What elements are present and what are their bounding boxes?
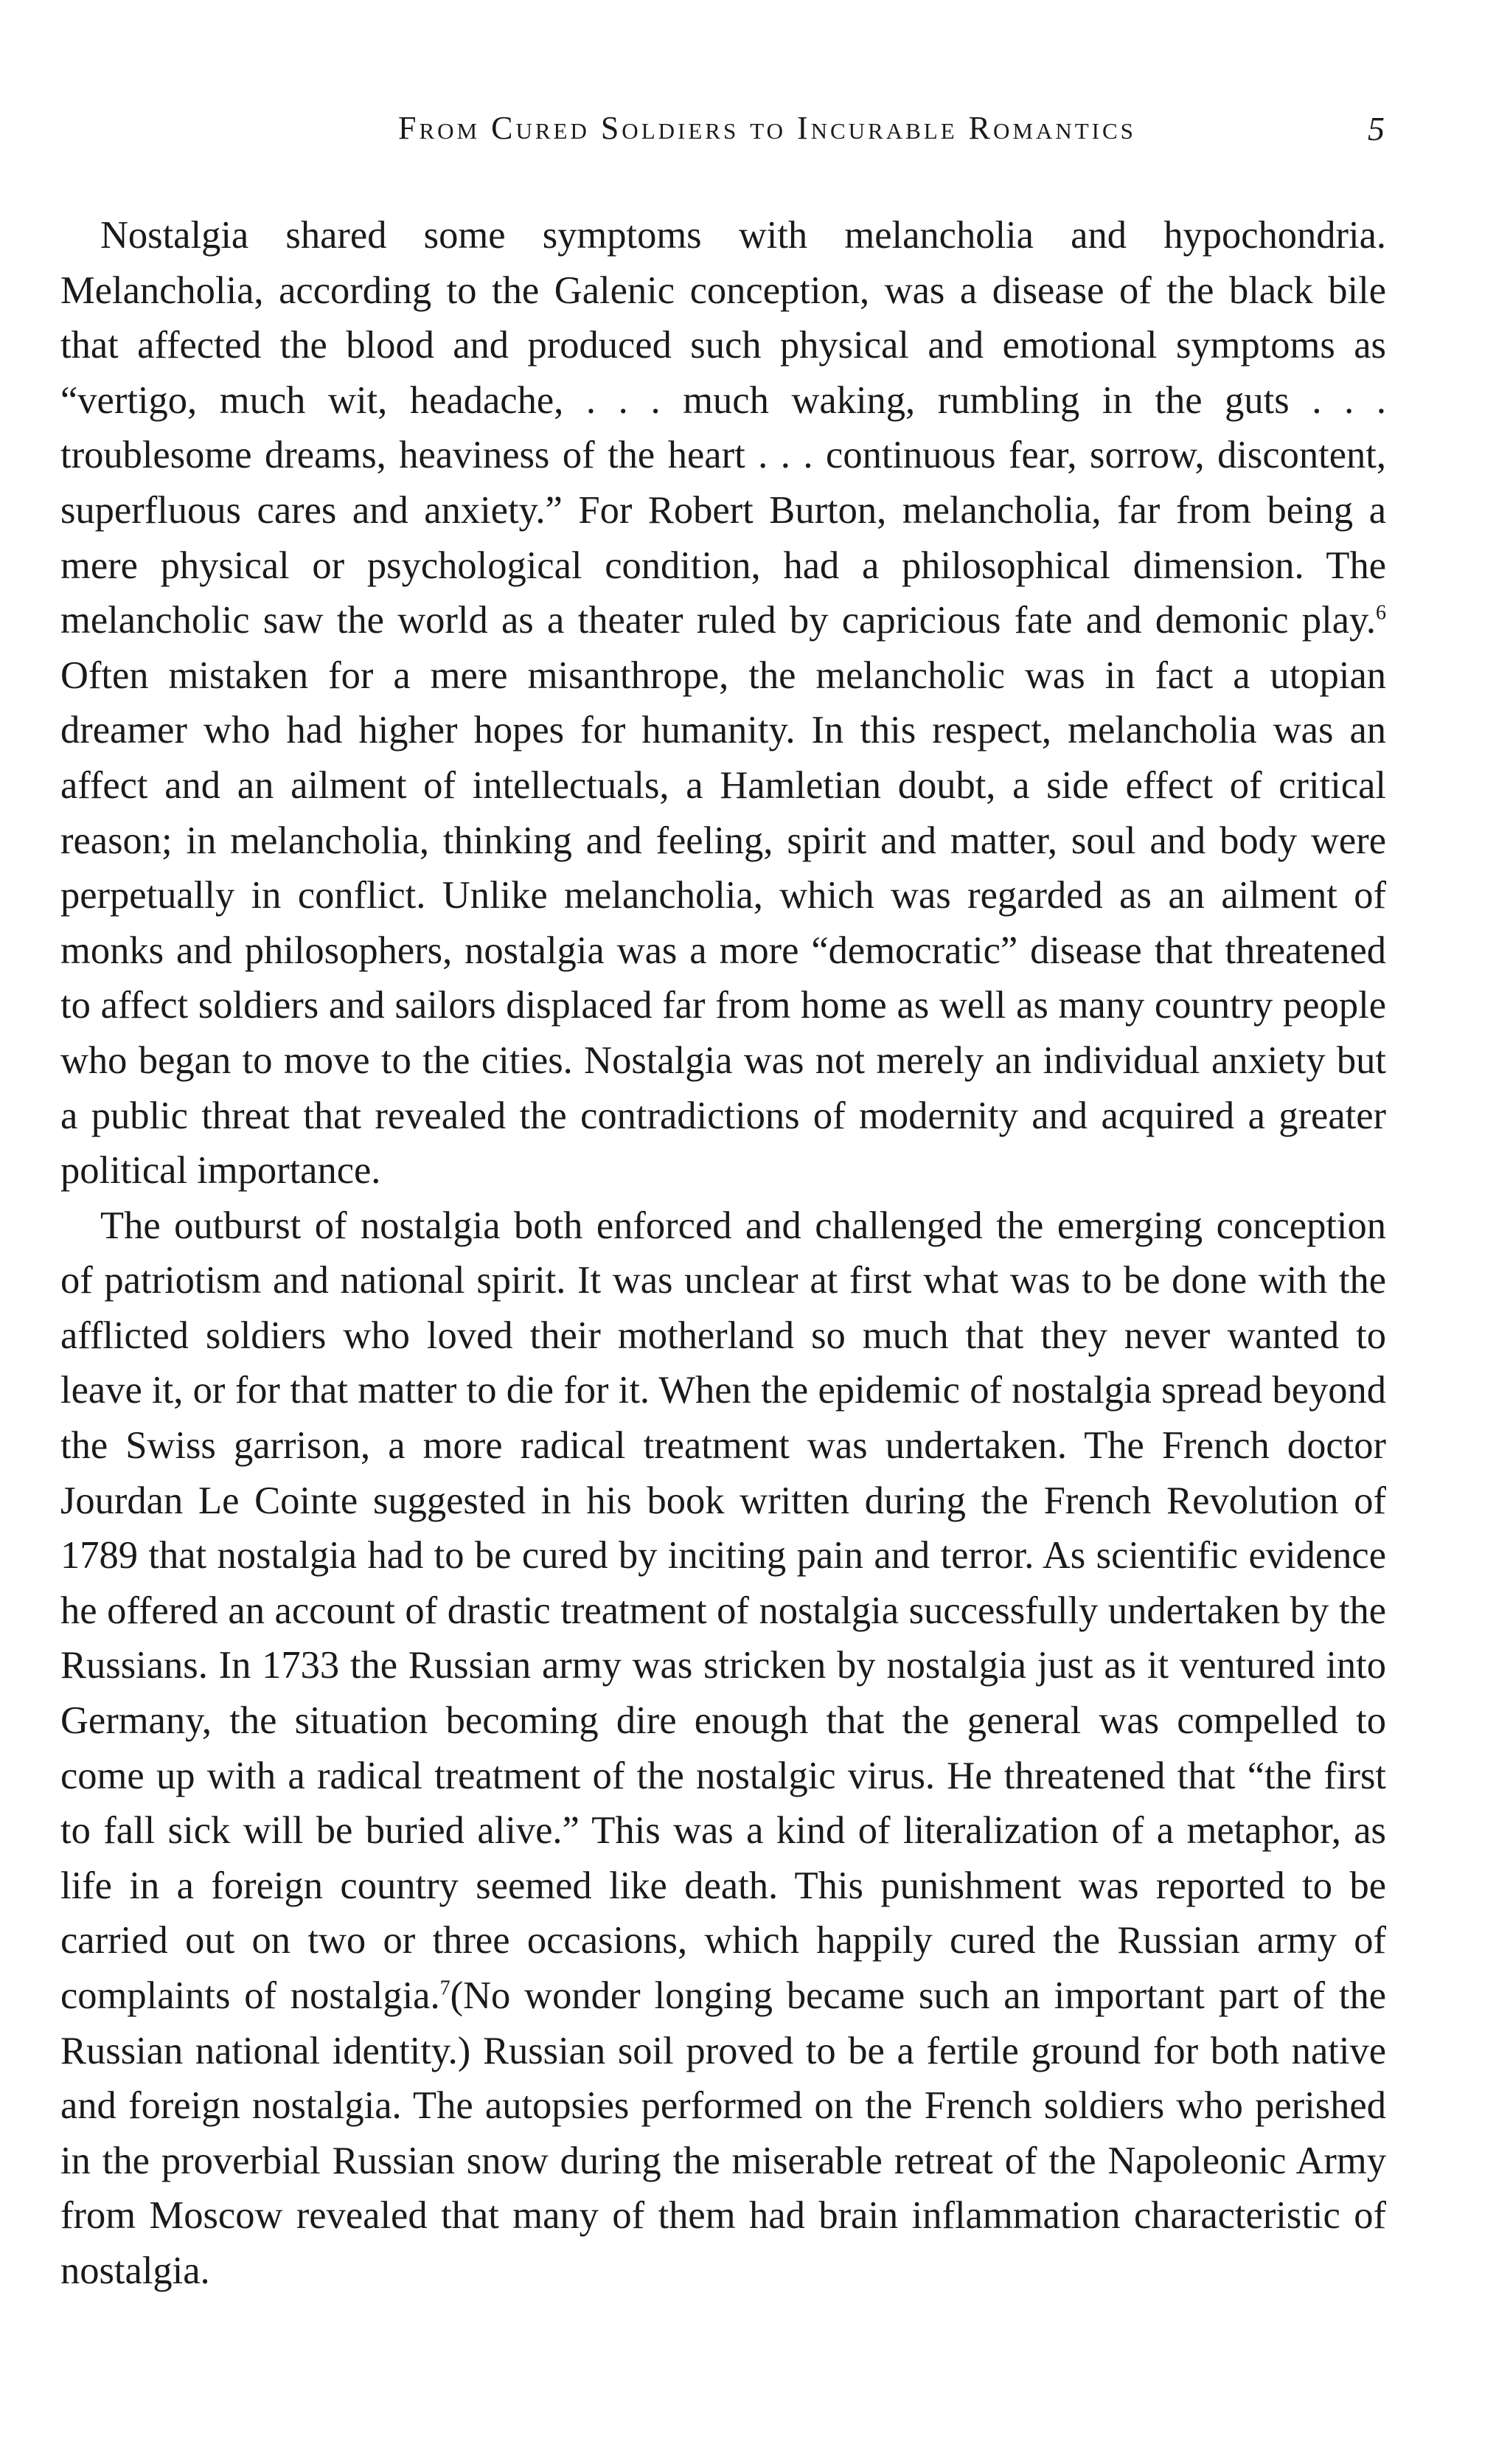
page-number: 5: [1368, 110, 1385, 148]
running-head: [398, 109, 1401, 161]
paragraph-1-text-a: Nostalgia shared some symptoms with melancholia and hypochondria. Melancholia, according to the Galenic conception, was a disease of the black bile that affected the blood and produced such physical and emotional symptoms as “vertigo, much wit, headache, . . . much waking, rumbling in the guts . . . troublesome dreams, heaviness of the heart . . . continuous fear, sorrow, discontent, superfluous cares and anxiety.” For Robert Burton, melancholia, far from being a mere physical or psychological condition, had a philosophical dimension. The melancholic saw the world as a theater ruled by capricious fate and demonic play.: [60, 214, 1386, 642]
paragraph-2-text-a: The outburst of nostalgia both enforced and challenged the emerging conception of patriotism and national spirit. It was unclear at first what was to be done with the afflicted soldiers who loved their motherland so much that they never wanted to leave it, or for that matter to die for it. When the epidemic of nostalgia spread beyond the Swiss garrison, a more radical treatment was undertaken. The French doctor Jourdan Le Cointe suggested in his book written during the French Revolution of 1789 that nostalgia had to be cured by inciting pain and terror. As scientific evidence he offered an account of drastic treatment of nostalgia successfully undertaken by the Russians. In 1733 the Russian army was stricken by nostalgia just as it ventured into Germany, the situation becoming dire enough that the general was compelled to come up with a radical treatment of the nostalgic virus. He threatened that “the first to fall sick will be buried alive.” This was a kind of literalization of a metaphor, as life in a foreign country seemed like death. This punishment was reported to be carried out on two or three occasions, which happily cured the Russian army of complaints of nostalgia.: [60, 1204, 1386, 2017]
paragraph-1: [60, 208, 1386, 1198]
footnote-ref-6[interactable]: 6: [1376, 601, 1386, 625]
footnote-ref-7[interactable]: 7: [439, 1977, 450, 2000]
paragraph-2: [60, 1198, 1386, 2299]
running-title: From Cured Soldiers to Incurable Romantics: [398, 110, 1136, 146]
paragraph-2-text-b: (No wonder longing became such an important part of the Russian national identity.) Russian soil proved to be a fertile ground for both native and foreign nostalgia. The autopsies performed on the French soldiers who perished in the proverbial Russian snow during the miserable retreat of the Napoleonic Army from Moscow revealed that many of them had brain inflammation characteristic of nostalgia.: [60, 1974, 1387, 2292]
paragraph-1-text-b: Often mistaken for a mere misanthrope, the melancholic was in fact a utopian dreamer who had higher hopes for humanity. In this respect, melancholia was an affect and an ailment of intellectuals, a Hamletian doubt, a side effect of critical reason; in melancholia, thinking and feeling, spirit and matter, soul and body were perpetually in conflict. Unlike melancholia, which was regarded as an ailment of monks and philosophers, nostalgia was a more “democratic” disease that threatened to affect soldiers and sailors displaced far from home as well as many country people who began to move to the cities. Nostalgia was not merely an individual anxiety but a public threat that revealed the contradictions of modernity and acquired a greater political importance.: [60, 653, 1386, 1193]
body-text: [60, 208, 1386, 2299]
